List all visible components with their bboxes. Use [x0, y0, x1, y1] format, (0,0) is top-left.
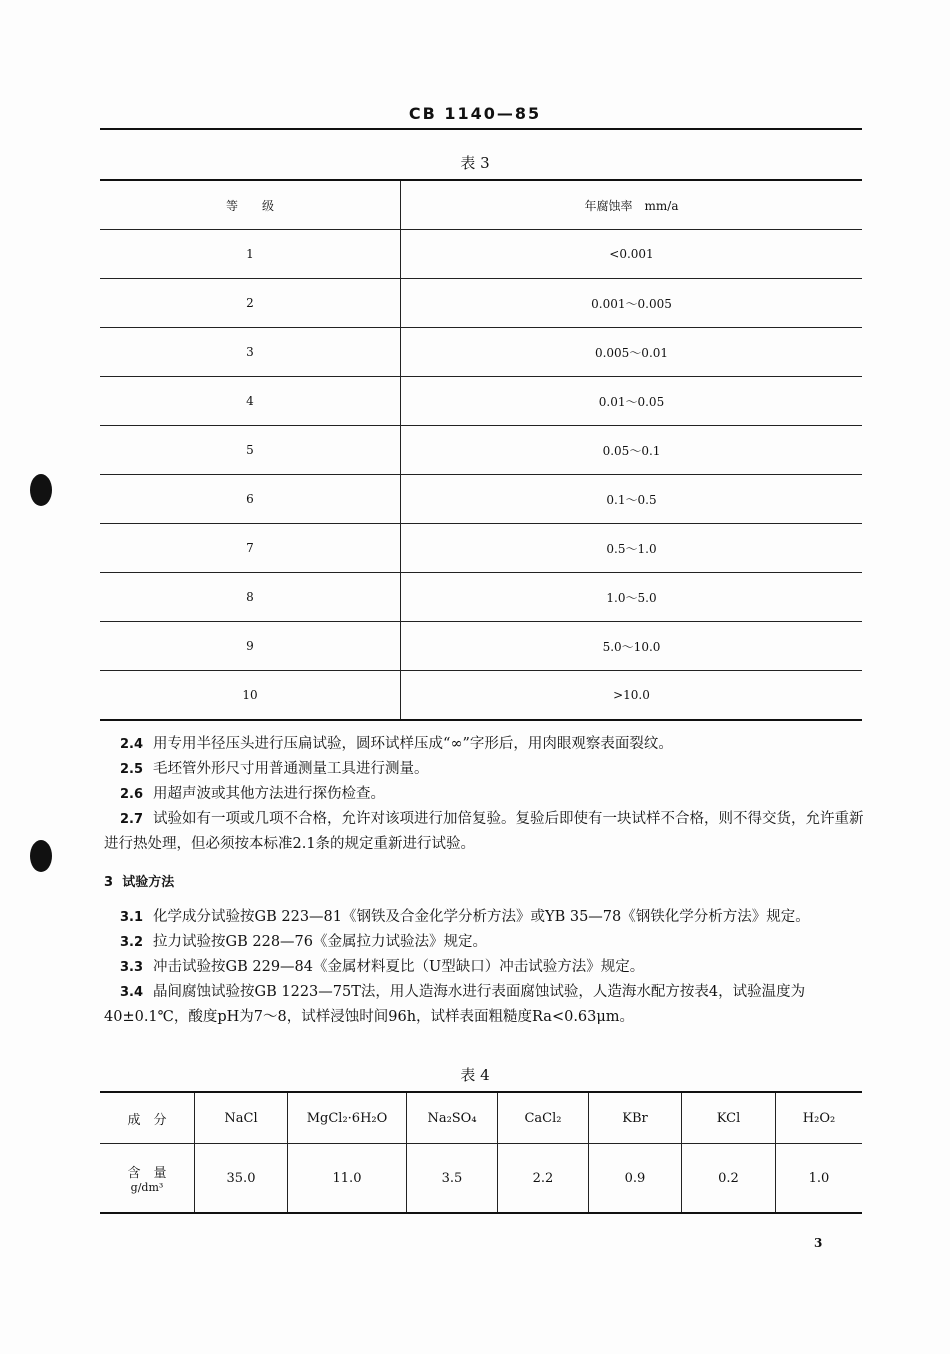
grade-cell: 10	[100, 671, 401, 721]
clause-text: 用专用半径压头进行压扁试验，圆环试样压成“∞”字形后，用肉眼观察表面裂纹。	[153, 736, 673, 752]
rate-cell: 0.5～1.0	[401, 524, 863, 573]
value-cell: 2.2	[498, 1144, 589, 1214]
component-cell: NaCl	[195, 1092, 288, 1144]
rate-cell: 0.005～0.01	[401, 328, 863, 377]
clause-2-4	[104, 732, 864, 757]
clause-2-7	[104, 807, 864, 857]
grade-cell: 3	[100, 328, 401, 377]
clause-3-1	[104, 905, 864, 930]
punch-hole	[30, 474, 52, 506]
rate-cell: 0.01～0.05	[401, 377, 863, 426]
clause-number: 2.6	[120, 787, 144, 802]
table-row	[100, 622, 862, 671]
value-cell: 0.2	[682, 1144, 776, 1214]
content-label: 含 量	[127, 1166, 167, 1181]
header-rule	[100, 128, 862, 130]
rate-cell: 0.1～0.5	[401, 475, 863, 524]
table-row	[100, 671, 862, 721]
clause-number: 3.2	[120, 935, 144, 950]
seawater-formula-table	[100, 1091, 862, 1214]
value-cell: 3.5	[407, 1144, 498, 1214]
table-row	[100, 573, 862, 622]
clause-number: 2.4	[120, 737, 144, 752]
rate-cell: >10.0	[613, 688, 650, 702]
component-cell: KBr	[589, 1092, 682, 1144]
clause-number: 3.1	[120, 910, 144, 925]
grade-cell: 2	[100, 279, 401, 328]
table-header-row	[100, 180, 862, 230]
table-row	[100, 377, 862, 426]
clause-text: 用超声波或其他方法进行探伤检查。	[153, 786, 386, 802]
rate-cell: 0.05～0.1	[401, 426, 863, 475]
grade-cell: 1	[100, 230, 401, 279]
value-cell: 1.0	[808, 1170, 830, 1186]
table-row	[100, 426, 862, 475]
clauses-2	[104, 732, 864, 857]
value-cell: 11.0	[288, 1144, 407, 1214]
clauses-3	[104, 905, 864, 1030]
clause-2-5	[104, 757, 864, 782]
rate-cell: 1.0～5.0	[401, 573, 863, 622]
section-number: 3	[104, 875, 114, 890]
section-title: 试验方法	[122, 875, 175, 890]
table-row	[100, 475, 862, 524]
clause-number: 2.5	[120, 762, 144, 777]
grade-cell: 4	[100, 377, 401, 426]
clause-text: 化学成分试验按GB 223—81《钢铁及合金化学分析方法》或YB 35—78《钢铁化学分析方法》规定。	[153, 909, 810, 925]
header-rate: 年腐蚀率 mm/a	[401, 180, 863, 230]
row-label	[100, 1144, 195, 1214]
table-row	[100, 328, 862, 377]
clause-text: 晶间腐蚀试验按GB 1223—75T法，用人造海水进行表面腐蚀试验，人造海水配方按表4，试验温度为40±0.1℃，酸度pH为7～8，试样浸蚀时间96h，试样表面粗糙度Ra<0.63μm。	[104, 984, 806, 1025]
component-cell: CaCl₂	[498, 1092, 589, 1144]
clause-3-4	[104, 980, 864, 1030]
value-cell: 0.9	[589, 1144, 682, 1214]
clause-text: 毛坯管外形尺寸用普通测量工具进行测量。	[153, 761, 429, 777]
row-label: 成 分	[100, 1092, 195, 1144]
grade-cell: 6	[100, 475, 401, 524]
clause-3-2	[104, 930, 864, 955]
rate-cell: <0.001	[401, 230, 863, 279]
rate-cell: 5.0～10.0	[401, 622, 863, 671]
clause-number: 3.4	[120, 985, 144, 1000]
clause-text: 试验如有一项或几项不合格，允许对该项进行加倍复验。复验后即使有一块试样不合格，则不得交货，允许重新进行热处理，但必须按本标准2.1条的规定重新进行试验。	[104, 811, 864, 852]
corrosion-rate-table	[100, 179, 862, 721]
clause-text: 冲击试验按GB 229—84《金属材料夏比（U型缺口）冲击试验方法》规定。	[153, 959, 645, 975]
clause-text: 拉力试验按GB 228—76《金属拉力试验法》规定。	[153, 934, 488, 950]
rate-cell: 0.001～0.005	[401, 279, 863, 328]
grade-cell: 8	[100, 573, 401, 622]
clause-3-3	[104, 955, 864, 980]
component-cell: MgCl₂·6H₂O	[288, 1092, 407, 1144]
standard-code: CB 1140—85	[408, 104, 542, 123]
table-row	[100, 230, 862, 279]
component-row	[100, 1092, 862, 1144]
clause-number: 2.7	[120, 812, 144, 827]
table-row	[100, 279, 862, 328]
table3-caption: 表 3	[460, 154, 490, 172]
table-row	[100, 524, 862, 573]
grade-cell: 9	[100, 622, 401, 671]
clause-2-6	[104, 782, 864, 807]
unit-label: g/dm³	[130, 1181, 164, 1194]
grade-cell: 7	[100, 524, 401, 573]
page-number: 3	[814, 1236, 823, 1250]
punch-hole	[30, 840, 52, 872]
component-cell: KCl	[682, 1092, 776, 1144]
component-cell: H₂O₂	[776, 1092, 863, 1144]
content-row	[100, 1144, 862, 1214]
section-3-heading	[104, 870, 864, 895]
clause-number: 3.3	[120, 960, 144, 975]
grade-cell: 5	[100, 426, 401, 475]
header-grade: 等 级	[100, 180, 401, 230]
component-cell: Na₂SO₄	[407, 1092, 498, 1144]
table4-caption: 表 4	[460, 1066, 490, 1084]
value-cell: 35.0	[195, 1144, 288, 1214]
